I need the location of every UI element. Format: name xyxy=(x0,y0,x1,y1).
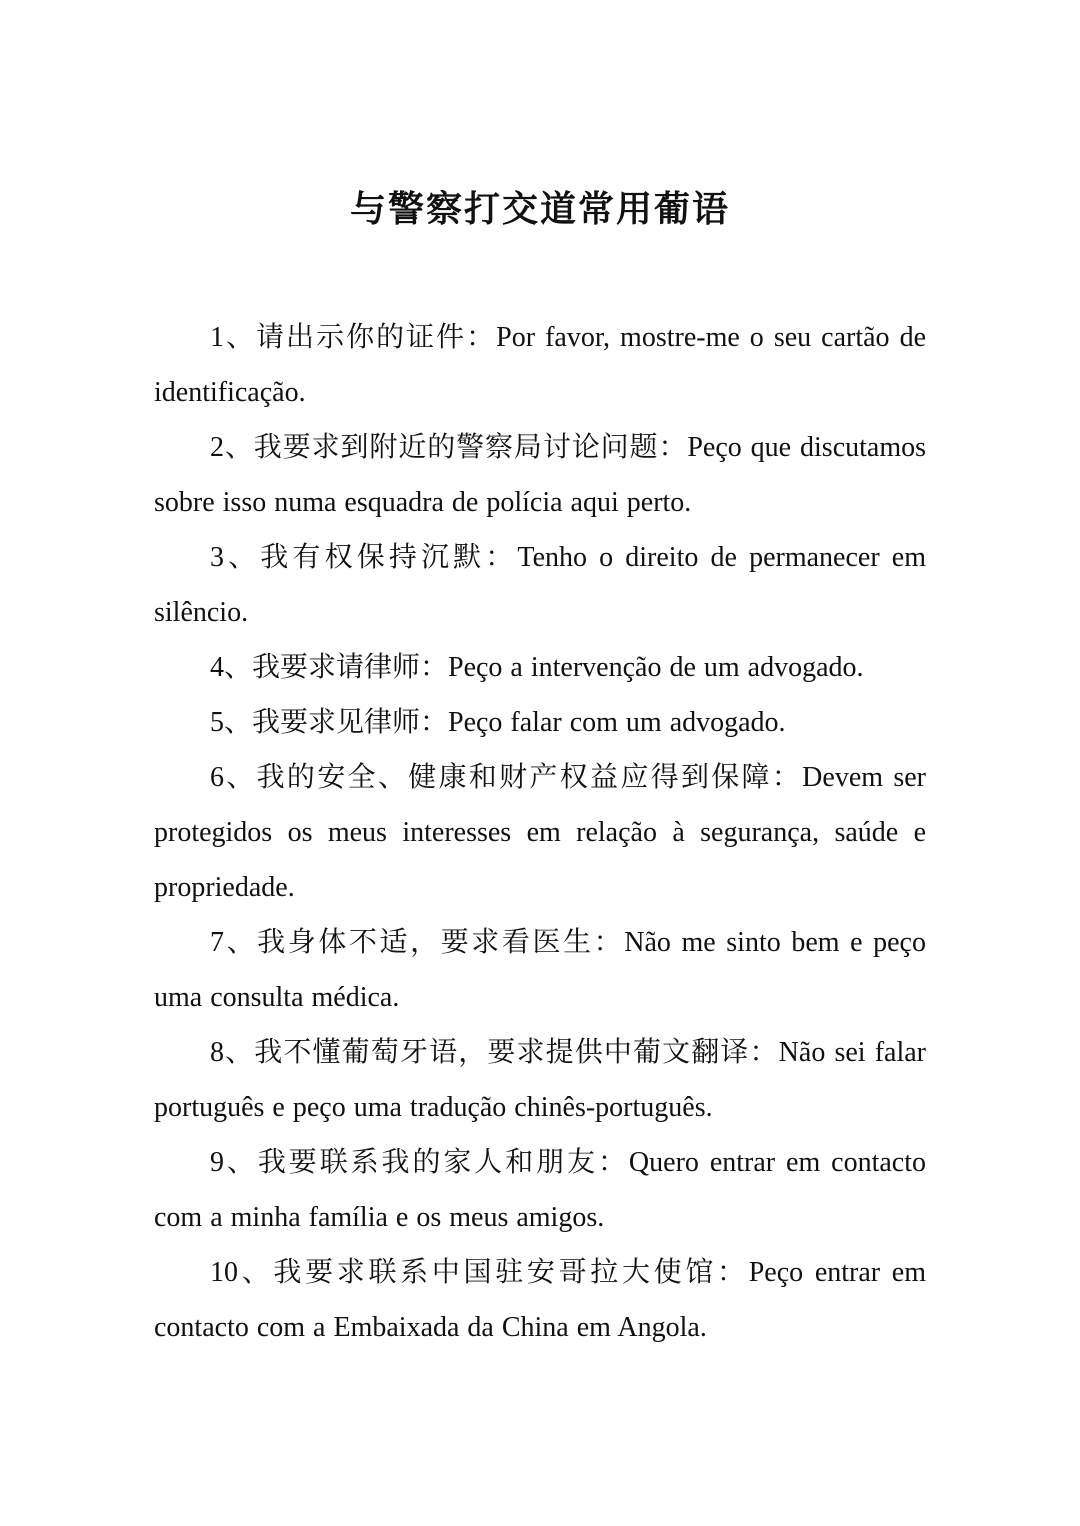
phrase-item-5: 5、我要求见律师：Peço falar com um advogado. xyxy=(210,707,786,738)
phrase-list xyxy=(154,310,926,1355)
phrase-item-2: 2、我要求到附近的警察局讨论问题：Peço que discutamos sobre isso numa esquadra de polícia aqui perto. xyxy=(154,432,926,518)
phrase-item-7: 7、我身体不适，要求看医生：Não me sinto bem e peço uma consulta médica. xyxy=(154,927,926,1013)
phrase-item-1: 1、请出示你的证件：Por favor, mostre-me o seu cartão de identificação. xyxy=(154,322,926,408)
phrase-item-4: 4、我要求请律师：Peço a intervenção de um advogado. xyxy=(210,652,864,683)
phrase-item-3: 3、我有权保持沉默：Tenho o direito de permanecer em silêncio. xyxy=(154,542,926,628)
phrase-item-6: 6、我的安全、健康和财产权益应得到保障：Devem ser protegidos os meus interesses em relação à segurança, saúde e propriedade. xyxy=(154,762,926,903)
phrase-item-9: 9、我要联系我的家人和朋友：Quero entrar em contacto com a minha família e os meus amigos. xyxy=(154,1147,926,1233)
phrase-item-10: 10、我要求联系中国驻安哥拉大使馆：Peço entrar em contacto com a Embaixada da China em Angola. xyxy=(154,1257,926,1343)
phrase-item-8: 8、我不懂葡萄牙语，要求提供中葡文翻译：Não sei falar português e peço uma tradução chinês-português. xyxy=(154,1037,926,1123)
page-title: 与警察打交道常用葡语 xyxy=(349,189,730,230)
